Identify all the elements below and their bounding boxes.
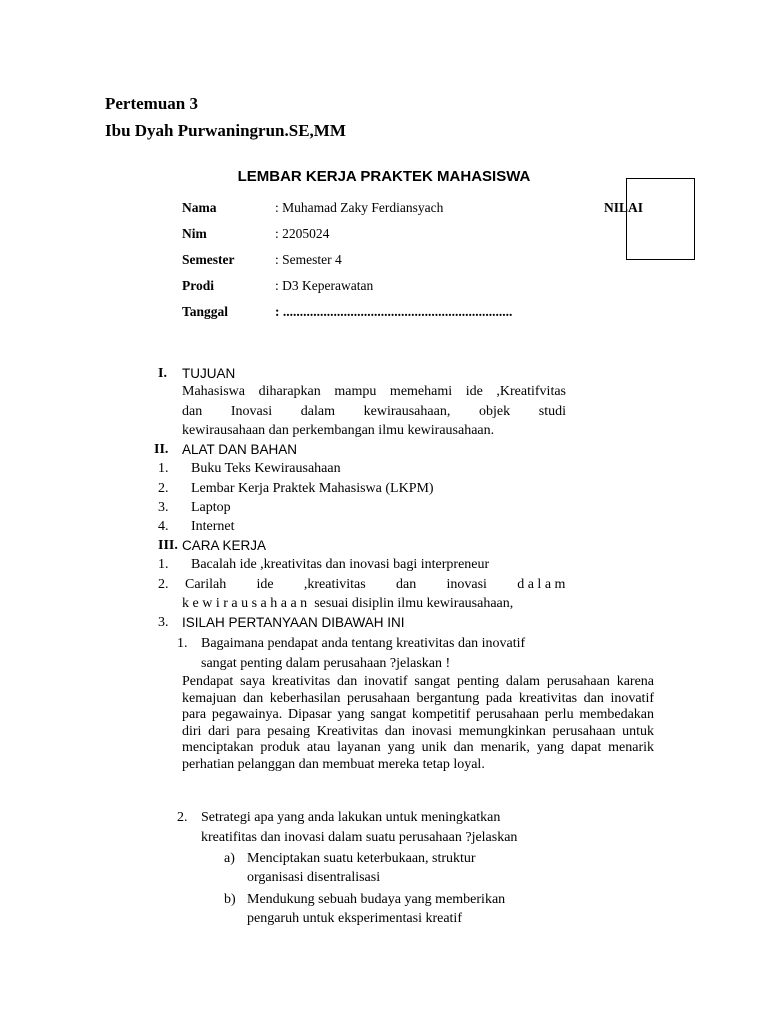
lecturer-name: Ibu Dyah Purwaningrun.SE,MM bbox=[105, 121, 346, 140]
field-label-tanggal: Tanggal bbox=[182, 304, 229, 319]
field-label-nama: Nama bbox=[182, 200, 217, 215]
word: Carilah bbox=[185, 577, 227, 592]
question-line-2: sangat penting dalam perusahaan ?jelaskan ! bbox=[201, 656, 451, 671]
question-num: 2. bbox=[177, 810, 188, 825]
field-label-semester: Semester bbox=[182, 252, 235, 267]
cara-item-num: 1. bbox=[158, 557, 169, 572]
subitem-line-2: organisasi disentralisasi bbox=[247, 870, 381, 885]
worksheet-title: LEMBAR KERJA PRAKTEK MAHASISWA bbox=[237, 168, 531, 185]
field-label-prodi: Prodi bbox=[182, 278, 215, 293]
section-heading-alat: ALAT DAN BAHAN bbox=[182, 442, 298, 457]
field-value-tanggal: : .................................................................... bbox=[275, 304, 513, 319]
cara-item-num: 2. bbox=[158, 577, 169, 592]
question-line-1: Bagaimana pendapat anda tentang kreativitas dan inovatif bbox=[201, 636, 526, 651]
subitem-line-1: Menciptakan suatu keterbukaan, struktur bbox=[247, 851, 476, 866]
tujuan-line-3: kewirausahaan dan perkembangan ilmu kewirausahaan. bbox=[182, 423, 495, 438]
alat-item-num: 1. bbox=[158, 461, 169, 476]
question-1-answer: Pendapat saya kreativitas dan inovatif sangat penting dalam perusahaan karena kemajuan dan keberhasilan perusahaan bergantung pada kreativitas dan inovatif para pegawainya. Dipasar yang sangat kompetitif perusahaan perlu membedakan diri dari para pesaing Kreativitas dan inovasi memungkinkan perusahaan untuk menciptakan produk atau layanan yang unik dan menarik, yang dapat menarik perhatian pelanggan dan membuat mereka tetap loyal. bbox=[182, 674, 654, 772]
subitem-line-2: pengaruh untuk eksperimentasi kreatif bbox=[247, 911, 462, 926]
alat-item-text: Laptop bbox=[191, 500, 231, 515]
cara-item-num: 3. bbox=[158, 615, 169, 630]
word: dalam bbox=[517, 577, 569, 592]
section-numeral-tujuan: I. bbox=[158, 366, 167, 381]
question-line-2: kreatifitas dan inovasi dalam suatu perusahaan ?jelaskan bbox=[201, 830, 518, 845]
nilai-box bbox=[626, 178, 695, 260]
word: ide bbox=[256, 577, 274, 592]
question-line-1: Setrategi apa yang anda lakukan untuk meningkatkan bbox=[201, 810, 501, 825]
field-value-nama: : Muhamad Zaky Ferdiansyach bbox=[275, 200, 444, 215]
alat-item-text: Internet bbox=[191, 519, 235, 534]
tujuan-line-2: dan Inovasi dalam kewirausahaan, objek studi bbox=[182, 404, 566, 419]
spaced-word: kewirausahaan bbox=[182, 596, 311, 611]
alat-item-text: Buku Teks Kewirausahaan bbox=[191, 461, 341, 476]
alat-item-text: Lembar Kerja Praktek Mahasiswa (LKPM) bbox=[191, 481, 434, 496]
cara-item-text: ISILAH PERTANYAAN DIBAWAH INI bbox=[182, 615, 405, 630]
cara-item2-line1 bbox=[185, 577, 569, 593]
word: inovasi bbox=[446, 577, 487, 592]
alat-item-num: 3. bbox=[158, 500, 169, 515]
alat-item-num: 2. bbox=[158, 481, 169, 496]
field-label-nim: Nim bbox=[182, 226, 207, 241]
word: ,kreativitas bbox=[303, 577, 366, 592]
line-rest: sesuai disiplin ilmu kewirausahaan, bbox=[310, 596, 514, 611]
section-numeral-cara: III. bbox=[158, 538, 178, 553]
field-value-nim: : 2205024 bbox=[275, 226, 330, 241]
alat-item-num: 4. bbox=[158, 519, 169, 534]
field-value-prodi: : D3 Keperawatan bbox=[275, 278, 374, 293]
section-numeral-alat: II. bbox=[154, 442, 169, 457]
tujuan-line-1: Mahasiswa diharapkan mampu memehami ide ,Kreatifvitas bbox=[182, 384, 566, 399]
nilai-label: NILAI bbox=[604, 200, 644, 215]
cara-item-text: Bacalah ide ,kreativitas dan inovasi bagi interpreneur bbox=[191, 557, 490, 572]
subitem-label: a) bbox=[224, 851, 235, 866]
question-num: 1. bbox=[177, 636, 188, 651]
word: dan bbox=[395, 577, 417, 592]
subitem-label: b) bbox=[224, 892, 236, 907]
section-heading-tujuan: TUJUAN bbox=[182, 366, 236, 381]
section-heading-cara: CARA KERJA bbox=[182, 538, 267, 553]
meeting-title: Pertemuan 3 bbox=[105, 94, 199, 113]
field-value-semester: : Semester 4 bbox=[275, 252, 342, 267]
cara-item2-line2 bbox=[182, 596, 513, 612]
subitem-line-1: Mendukung sebuah budaya yang memberikan bbox=[247, 892, 506, 907]
